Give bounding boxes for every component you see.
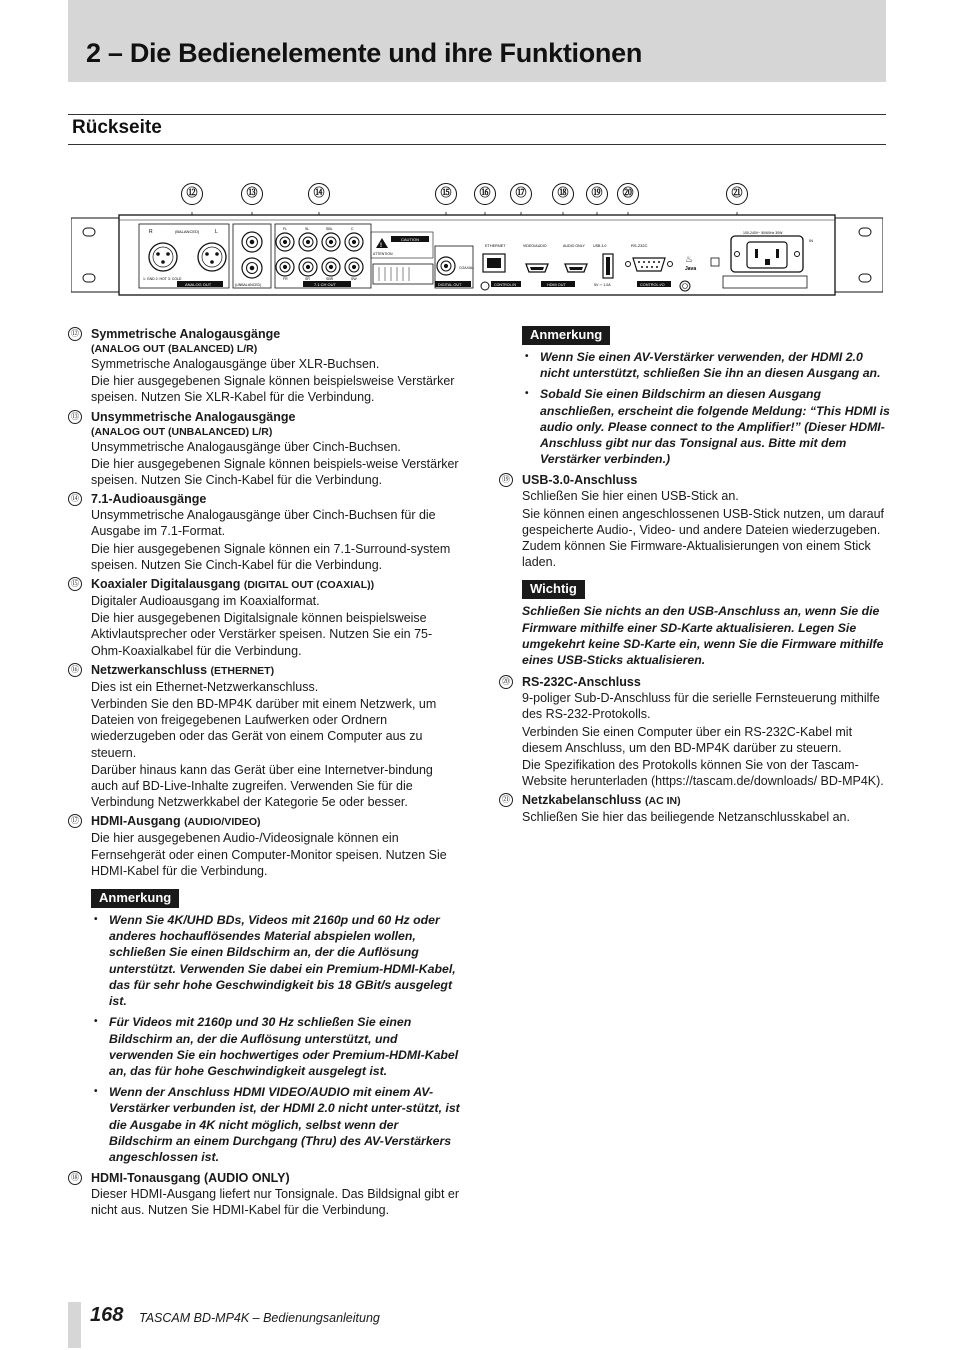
- label-l: L: [215, 229, 218, 235]
- label-pins: 1: GND 2: HOT 3: COLD: [143, 277, 182, 281]
- item-paragraph: Die hier ausgegebenen Signale können beispiels-weise Verstärker speisen. Nutzen Sie Cinch-Kabel für die Verbindung.: [91, 456, 459, 488]
- label-ch-sbr: SBR: [326, 277, 334, 281]
- item-title: 7.1-Audioausgänge: [91, 492, 207, 507]
- item-title-text: Netzkabelanschluss: [522, 793, 642, 808]
- item-17-hdmi-output: [68, 813, 460, 879]
- label-coaxial: COAXIAL: [459, 266, 475, 270]
- item-16-ethernet: [68, 662, 460, 811]
- left-column: [68, 326, 460, 1222]
- label-power-rating: 100-240V~ 50/60Hz 30W: [743, 231, 783, 235]
- item-title: Unsymmetrische Analogausgänge: [91, 409, 296, 424]
- item-paragraph: Sie können einen angeschlossenen USB-Stick nutzen, um darauf gespeicherte Audio-, Video- und andere Dateien wiederzugeben. Zudem können Sie Firmware-Aktualisierungen von einem Stick laden.: [522, 506, 885, 570]
- footer-text: TASCAM BD-MP4K – Bedienungsanleitung: [139, 1311, 380, 1325]
- label-ch-c: C: [351, 227, 354, 231]
- item-title: [91, 576, 460, 593]
- svg-text:!: !: [380, 243, 382, 249]
- item-paragraph: Die hier ausgegebenen Digitalsignale können beispielsweise Aktivlautsprecher oder Verstärker speisen. Nutzen Sie ein 75-Ohm-Koaxialkabel für die Verbindung.: [91, 611, 433, 658]
- label-hdmi-out: HDMI OUT: [547, 283, 566, 287]
- item-paragraph: Symmetrische Analogausgänge über XLR-Buchsen.: [91, 357, 380, 371]
- label-ch-sr: SR: [305, 277, 310, 281]
- label-ch-sw: SW: [351, 277, 357, 281]
- note-label: Anmerkung: [91, 889, 179, 908]
- item-title-code: (AC IN): [644, 795, 681, 808]
- callout-17: ⑰: [510, 183, 532, 205]
- label-video-audio: VIDEO/AUDIO: [523, 244, 547, 248]
- warning-text: Schließen Sie nichts an den USB-Anschluss an, wenn Sie die Firmware mithilfe einer SD-Karte aktualisieren. Legen Sie umgekehrt keine SD-Karte ein, wenn Sie die Firmware mithilfe eines USB-Sticks aktualisieren.: [522, 604, 884, 668]
- label-ch-fl: FL: [283, 227, 288, 231]
- item-15-coaxial-output: [68, 576, 460, 659]
- item-paragraph: Darüber hinaus kann das Gerät über eine Internetver-bindung auch auf BD-Live-Inhalte zugreifen. Verwenden Sie für die Verbindung Netzwerkkabel der Kategorie 5e oder besser.: [91, 762, 433, 810]
- note-item: • Sobald Sie einen Bildschirm an diesen Ausgang anschließen, erscheint die folgende Meldung: “This HDMI is audio only. Please connect to the Amplifier!” (Dieser HDMI-Anschluss gibt nur das Tonsignal aus. Bitte mit dem Verstärker verbinden.): [540, 386, 891, 467]
- note-item: • Für Videos mit 2160p und 30 Hz schließen Sie einen Bildschirm an, der die Auflösung unterstützt, und verwenden Sie ein hochwertiges oder Premium-HDMI-Kabel an, das für hohe Geschwindigkeit ausgelegt ist.: [109, 1014, 460, 1079]
- page-number: 168: [90, 1304, 124, 1326]
- item-title: Symmetrische Analogausgänge: [91, 327, 281, 341]
- label-ch-fr: FR: [283, 277, 288, 281]
- callout-row: [0, 183, 954, 207]
- callout-21: ㉑: [726, 183, 748, 205]
- item-number: ㉑: [499, 793, 513, 807]
- item-18-hdmi-audio-only: [68, 1170, 460, 1218]
- label-ethernet: ETHERNET: [485, 244, 506, 248]
- item-12-balanced-outputs: [68, 326, 460, 406]
- item-paragraph: Die hier ausgegebenen Audio-/Videosignale können ein Fernsehgerät oder einen Computer-Monitor speisen. Nutzen Sie HDMI-Kabel für die Verbindung.: [91, 831, 447, 878]
- chapter-title: 2 – Die Bedienelemente und ihre Funktionen: [86, 38, 643, 68]
- callout-16: ⑯: [474, 183, 496, 205]
- item-paragraph: Verbinden Sie den BD-MP4K darüber mit einem Netzwerk, um Dateien von freigegebenen Laufwerken oder Ordnern wiederzugeben oder das Gerät von einem Computer aus zu steuern.: [91, 697, 437, 760]
- item-19-usb: [499, 472, 891, 570]
- note-item: • Wenn der Anschluss HDMI VIDEO/AUDIO mit einem AV-Verstärker verbunden ist, der HDMI 2.0 nicht unter-stützt, ist die Ausgabe in 4K nicht möglich, selbst wenn der Bildschirm an einem Durchgang (Thru) des AV-Verstärkers angeschlossen ist.: [109, 1084, 460, 1165]
- label-balanced: (BALANCED): [175, 229, 200, 234]
- item-number: ⑳: [499, 675, 513, 689]
- item-number: ⑮: [68, 577, 82, 591]
- item-title-text: HDMI-Ausgang: [91, 814, 181, 829]
- item-number: ⑱: [68, 1171, 82, 1185]
- section-title: Rückseite: [72, 117, 162, 138]
- section-rule-bottom: [68, 144, 886, 145]
- label-attention: ATTENTION: [373, 252, 393, 256]
- item-paragraph: Unsymmetrische Analogausgänge über Cinch-Buchsen.: [91, 439, 401, 454]
- chapter-header: [68, 0, 886, 82]
- item-title: USB-3.0-Anschluss: [522, 473, 638, 488]
- item-subtitle: (ANALOG OUT (UNBALANCED) L/R): [91, 425, 273, 438]
- item-paragraph: 9-poliger Sub-D-Anschluss für die serielle Fernsteuerung mithilfe des RS-232-Protokolls.: [522, 691, 880, 722]
- label-ch-sbl: SBL: [326, 227, 333, 231]
- svg-text:♨: ♨: [685, 254, 694, 264]
- callout-14: ⑭: [308, 183, 330, 205]
- label-analog-out: ANALOG OUT: [185, 282, 212, 287]
- item-title: [91, 662, 460, 679]
- callout-19: ⑲: [586, 183, 608, 205]
- item-number: ⑬: [68, 410, 82, 424]
- item-title-code: (AUDIO/VIDEO): [184, 816, 261, 829]
- label-caution: CAUTION: [401, 237, 419, 242]
- item-title: RS-232C-Anschluss: [522, 675, 641, 690]
- item-paragraph: Verbinden Sie einen Computer über ein RS-232C-Kabel mit diesem Anschluss, um den BD-MP4K darüber zu steuern.: [522, 724, 853, 755]
- item-title-code: (ETHERNET): [210, 664, 275, 677]
- item-title-text: Netzwerkanschluss: [91, 662, 208, 677]
- label-71-out: 7.1 CH OUT: [314, 282, 337, 287]
- item-13-unbalanced-outputs: [68, 409, 460, 489]
- label-rs232c: RS-232C: [631, 243, 648, 248]
- item-paragraph: Die hier ausgegebenen Signale können ein 7.1-Surround-system speisen. Nutzen Sie Cinch-Kabel für die Verbindung.: [91, 541, 451, 572]
- callout-13: ⑬: [241, 183, 263, 205]
- item-subtitle: (ANALOG OUT (BALANCED) L/R): [91, 343, 258, 355]
- item-title-text: Koaxialer Digitalausgang: [91, 577, 241, 592]
- label-audio-only: AUDIO ONLY: [563, 244, 585, 248]
- item-paragraph: Unsymmetrische Analogausgänge über Cinch-Buchsen für die Ausgabe im 7.1-Format.: [91, 508, 436, 539]
- note-label: Anmerkung: [522, 326, 610, 345]
- callout-12: ⑫: [181, 183, 203, 205]
- item-14-71-outputs: [68, 491, 460, 573]
- item-paragraph: Dies ist ein Ethernet-Netzwerkanschluss.: [91, 679, 319, 694]
- label-r: R: [149, 229, 153, 235]
- item-number: ⑲: [499, 473, 513, 487]
- warning-label: Wichtig: [522, 580, 585, 599]
- note-list: [499, 349, 891, 467]
- label-control-io: CONTROL I/O: [640, 283, 665, 287]
- label-java: Java: [685, 266, 697, 272]
- item-21-ac-in: [499, 792, 891, 825]
- label-unbalanced: (UNBALANCED): [235, 283, 262, 287]
- rear-panel-illustration: [71, 212, 883, 298]
- item-paragraph: Schließen Sie hier einen USB-Stick an.: [522, 489, 739, 504]
- note-item: • Wenn Sie einen AV-Verstärker verwenden, der HDMI 2.0 nicht unterstützt, schließen Sie ihn an diesen Ausgang an.: [540, 349, 891, 381]
- item-number: ⑰: [68, 814, 82, 828]
- callout-20: ⑳: [617, 183, 639, 205]
- label-usb-rating: 5V ⎓ 1.0A: [594, 283, 611, 287]
- label-ch-sl: SL: [305, 227, 310, 231]
- callout-15: ⑮: [435, 183, 457, 205]
- item-title: HDMI-Tonausgang (AUDIO ONLY): [91, 1171, 290, 1186]
- section-rule-top: [68, 114, 886, 115]
- item-paragraph: Digitaler Audioausgang im Koaxialformat.: [91, 594, 320, 609]
- item-title: [522, 792, 891, 809]
- note-item: • Wenn Sie 4K/UHD BDs, Videos mit 2160p und 60 Hz oder anderes hochauflösendes Material abspielen wollen, schließen Sie einen Bildschirm an, der die Auflösung unterstützt. Verwenden Sie dabei ein Premium-HDMI-Kabel, das für sehr hohe Geschwindigkeit bis 18 GBit/s ausgelegt ist.: [109, 912, 460, 1009]
- item-title: [91, 813, 460, 830]
- note-list: [68, 912, 460, 1165]
- item-number: ⑭: [68, 492, 82, 506]
- callout-18: ⑱: [552, 183, 574, 205]
- item-number: ⑯: [68, 663, 82, 677]
- item-20-rs232c: [499, 674, 891, 789]
- right-column: [499, 326, 891, 829]
- item-paragraph: Die hier ausgegebenen Signale können beispielsweise Verstärker speisen. Nutzen Sie XLR-Kabel für die Verbindung.: [91, 374, 455, 405]
- item-title-code: (DIGITAL OUT (COAXIAL)): [243, 579, 375, 592]
- label-digital-out: DIGITAL OUT: [438, 283, 462, 287]
- item-paragraph: Dieser HDMI-Ausgang liefert nur Tonsignale. Das Bildsignal gibt er nicht aus. Nutzen Sie HDMI-Kabel für die Verbindung.: [91, 1187, 459, 1218]
- item-paragraph: Schließen Sie hier das beiliegende Netzanschlusskabel an.: [522, 810, 850, 825]
- item-paragraph: Die Spezifikation des Protokolls können Sie von der Tascam-Website herunterladen (https://tascam.de/downloads/ BD-MP4K).: [522, 758, 884, 789]
- label-usb: USB 3.0: [593, 244, 607, 248]
- label-control-in: CONTROL IN: [494, 283, 517, 287]
- footer-bar: [68, 1302, 81, 1348]
- label-in: IN: [809, 238, 813, 243]
- item-number: ⑫: [68, 327, 82, 341]
